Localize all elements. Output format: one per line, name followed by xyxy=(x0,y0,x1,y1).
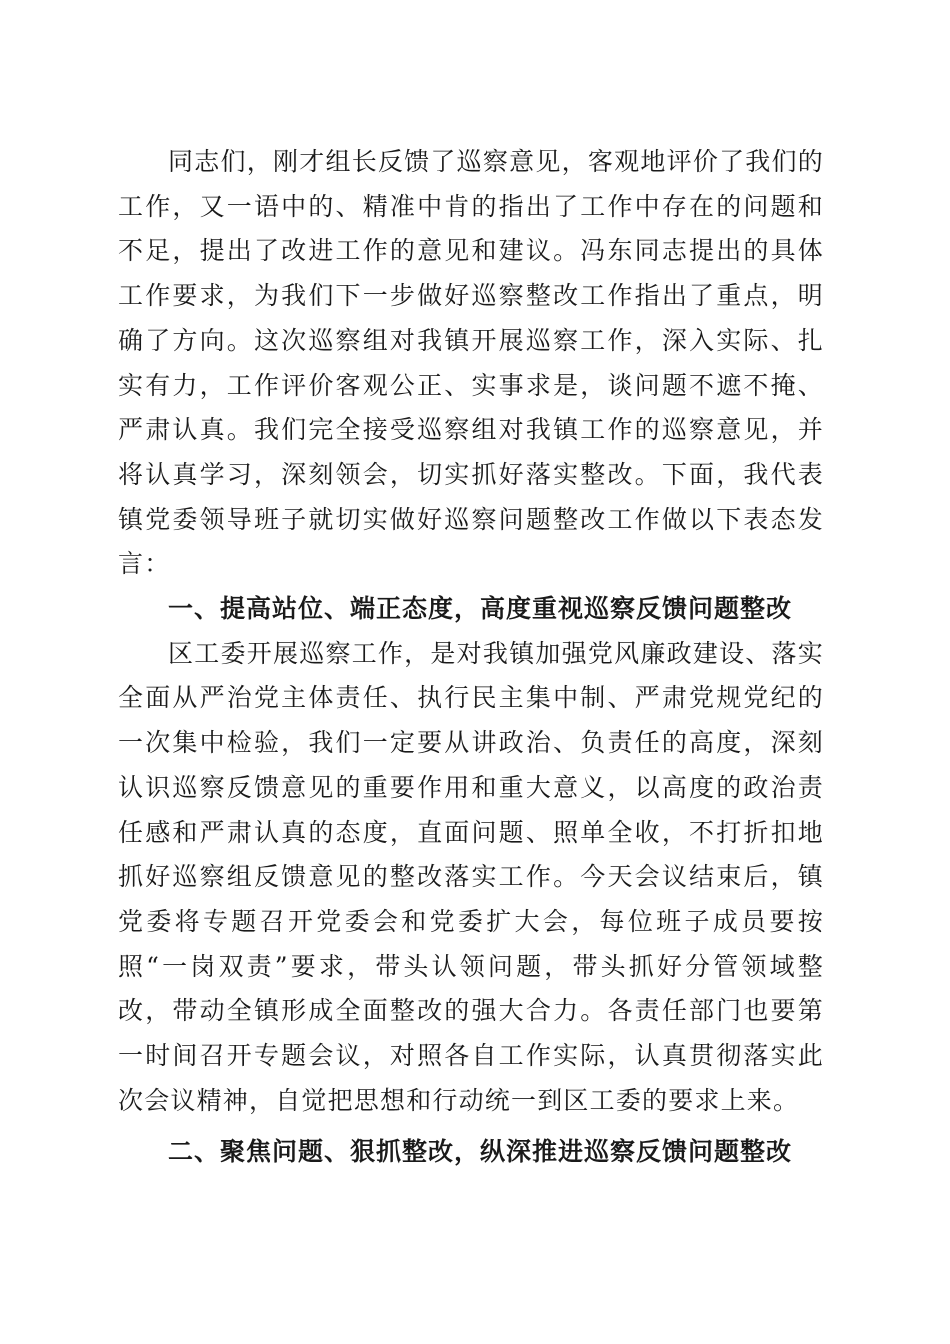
intro-paragraph: 同志们，刚才组长反馈了巡察意见，客观地评价了我们的工作，又一语中的、精准中肯的指出了工作中存在的问题和不足，提出了改进工作的意见和建议。冯东同志提出的具体工作要求，为我们下一步做好巡察整改工作指出了重点，明确了方向。这次巡察组对我镇开展巡察工作，深入实际、扎实有力，工作评价客观公正、实事求是，谈问题不遮不掩、严肃认真。我们完全接受巡察组对我镇工作的巡察意见，并将认真学习，深刻领会，切实抓好落实整改。下面，我代表镇党委领导班子就切实做好巡察问题整改工作做以下表态发言： xyxy=(118,147,824,579)
section-heading-2: 二、聚焦问题、狠抓整改，纵深推进巡察反馈问题整改 xyxy=(168,1137,793,1167)
section-heading-1: 一、提高站位、端正态度，高度重视巡察反馈问题整改 xyxy=(168,594,793,624)
document-body xyxy=(118,140,824,1175)
section-1-paragraph: 区工委开展巡察工作，是对我镇加强党风廉政建设、落实全面从严治党主体责任、执行民主集中制、严肃党规党纪的一次集中检验，我们一定要从讲政治、负责任的高度，深刻认识巡察反馈意见的重要作用和重大意义，以高度的政治责任感和严肃认真的态度，直面问题、照单全收，不打折扣地抓好巡察组反馈意见的整改落实工作。今天会议结束后，镇党委将专题召开党委会和党委扩大会，每位班子成员要按照“一岗双责”要求，带头认领问题，带头抓好分管领域整改，带动全镇形成全面整改的强大合力。各责任部门也要第一时间召开专题会议，对照各自工作实际，认真贯彻落实此次会议精神，自觉把思想和行动统一到区工委的要求上来。 xyxy=(118,638,824,1115)
